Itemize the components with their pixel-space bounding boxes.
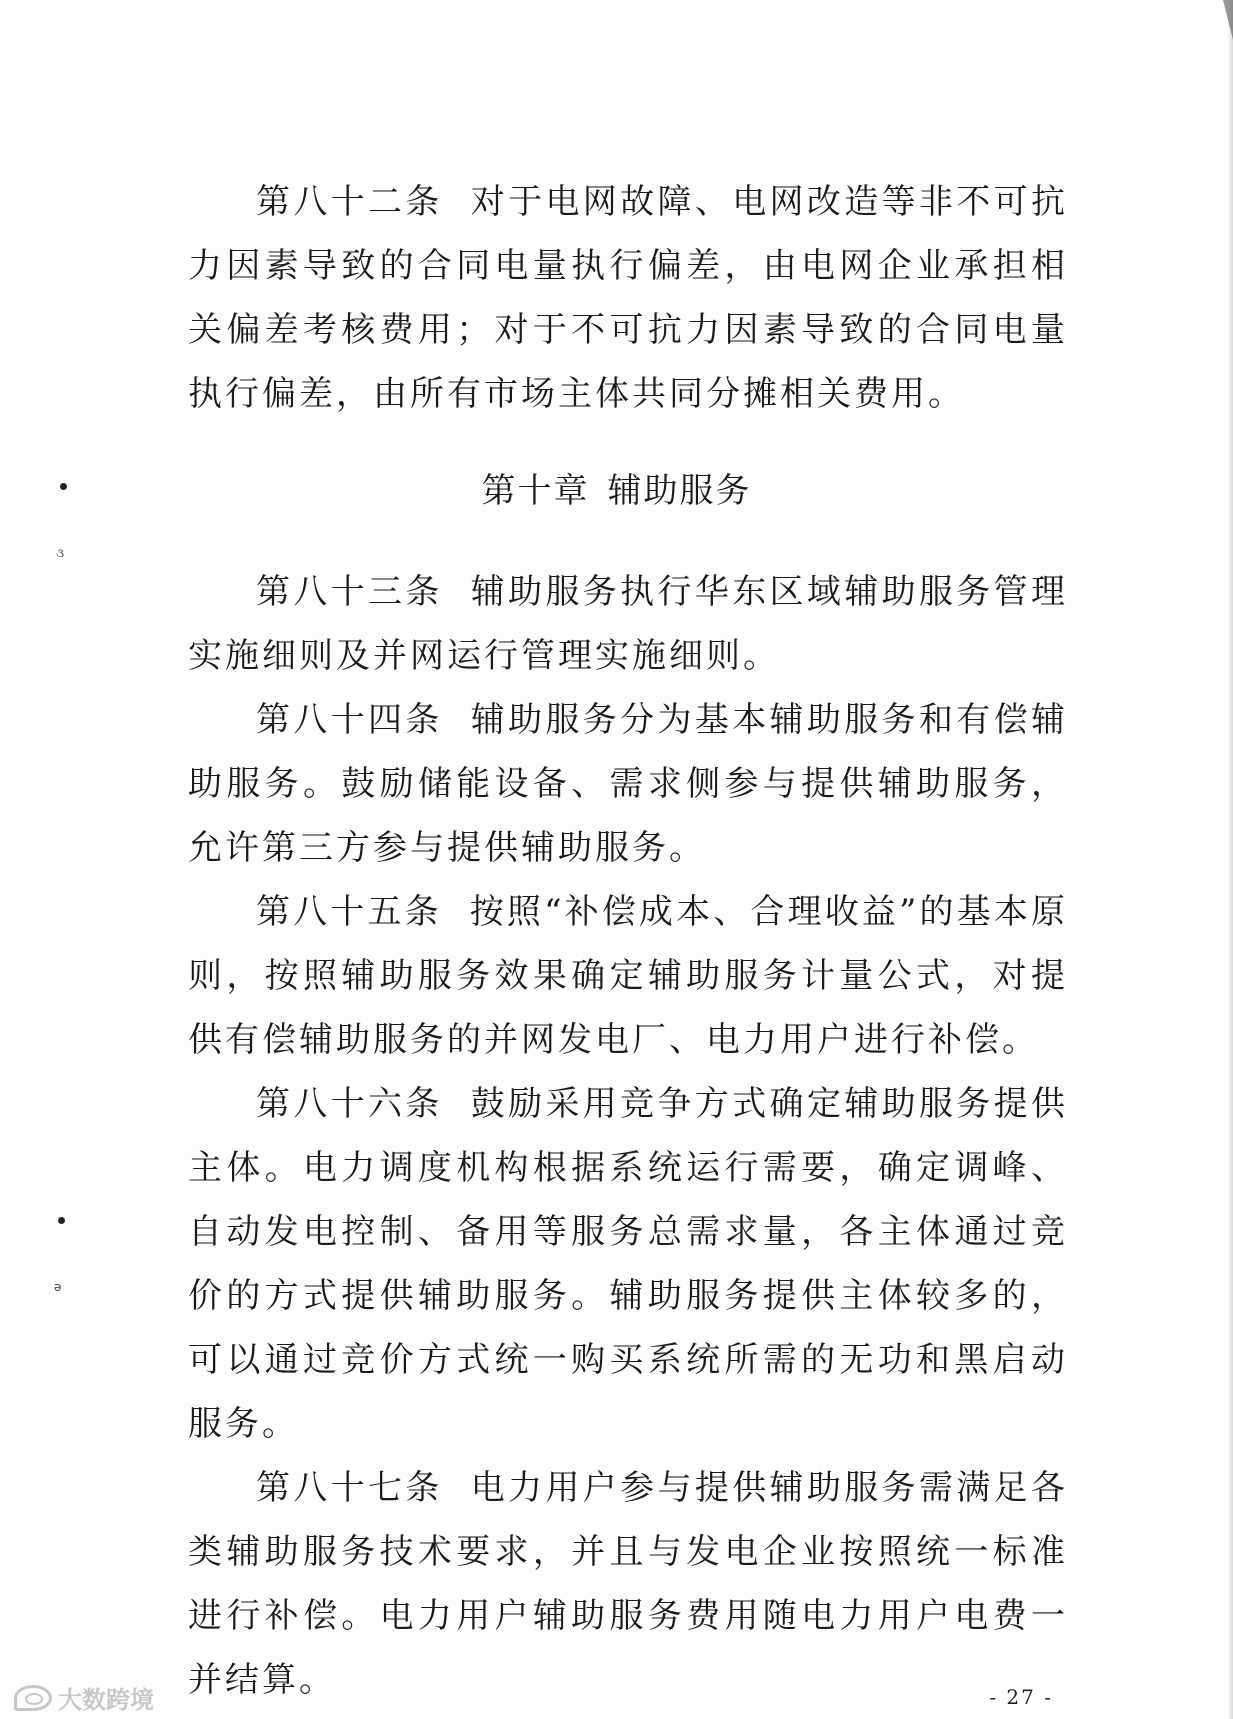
chapter-number: 第十章 <box>481 471 590 511</box>
article-82-text: 对于电网故障、电网改造等非不可抗力因素导致的合同电量执行偏差，由电网企业承担相关偏差考核费用；对于不可抗力因素导致的合同电量执行偏差，由所有市场主体共同分摊相关费用。 <box>188 182 1068 414</box>
margin-dot <box>58 1217 65 1224</box>
article-text: 辅助服务执行华东区域辅助服务管理实施细则及并网运行管理实施细则。 <box>188 572 1068 676</box>
chapter-title-text: 辅助服务 <box>607 471 752 511</box>
chapter-heading <box>0 463 1233 512</box>
margin-mark: ə <box>54 1280 62 1294</box>
chapter-articles <box>188 560 1068 1712</box>
logo-icon <box>14 1685 52 1711</box>
scan-edge <box>1227 0 1233 1719</box>
watermark-text: 大数跨境 <box>58 1686 154 1714</box>
corner-mark <box>1223 0 1233 40</box>
article-83 <box>188 560 1068 688</box>
article-82-block <box>188 170 1068 426</box>
article-82-number: 第八十二条 <box>256 182 443 222</box>
article-85 <box>188 880 1068 1072</box>
article-87 <box>188 1456 1068 1712</box>
article-number: 第八十六条 <box>256 1084 443 1124</box>
article-text: 辅助服务分为基本辅助服务和有偿辅助服务。鼓励储能设备、需求侧参与提供辅助服务，允许第三方参与提供辅助服务。 <box>188 700 1068 868</box>
article-number: 第八十七条 <box>256 1468 443 1508</box>
article-text: 鼓励采用竞争方式确定辅助服务提供主体。电力调度机构根据系统运行需要，确定调峰、自动发电控制、备用等服务总需求量，各主体通过竞价的方式提供辅助服务。辅助服务提供主体较多的，可以通过竞价方式统一购买系统所需的无功和黑启动服务。 <box>188 1084 1068 1444</box>
article-86 <box>188 1072 1068 1456</box>
article-number: 第八十五条 <box>256 892 442 932</box>
article-number: 第八十四条 <box>256 700 443 740</box>
article-82 <box>188 170 1068 426</box>
article-text: 按照“补偿成本、合理收益”的基本原则，按照辅助服务效果确定辅助服务计量公式，对提供有偿辅助服务的并网发电厂、电力用户进行补偿。 <box>188 892 1069 1060</box>
article-text: 电力用户参与提供辅助服务需满足各类辅助服务技术要求，并且与发电企业按照统一标准进行补偿。电力用户辅助服务费用随电力用户电费一并结算。 <box>188 1468 1068 1700</box>
article-84 <box>188 688 1068 880</box>
watermark <box>14 1680 154 1715</box>
margin-mark: ૩ <box>56 546 64 560</box>
page-number: - 27 - <box>989 1685 1053 1709</box>
article-number: 第八十三条 <box>256 572 443 612</box>
